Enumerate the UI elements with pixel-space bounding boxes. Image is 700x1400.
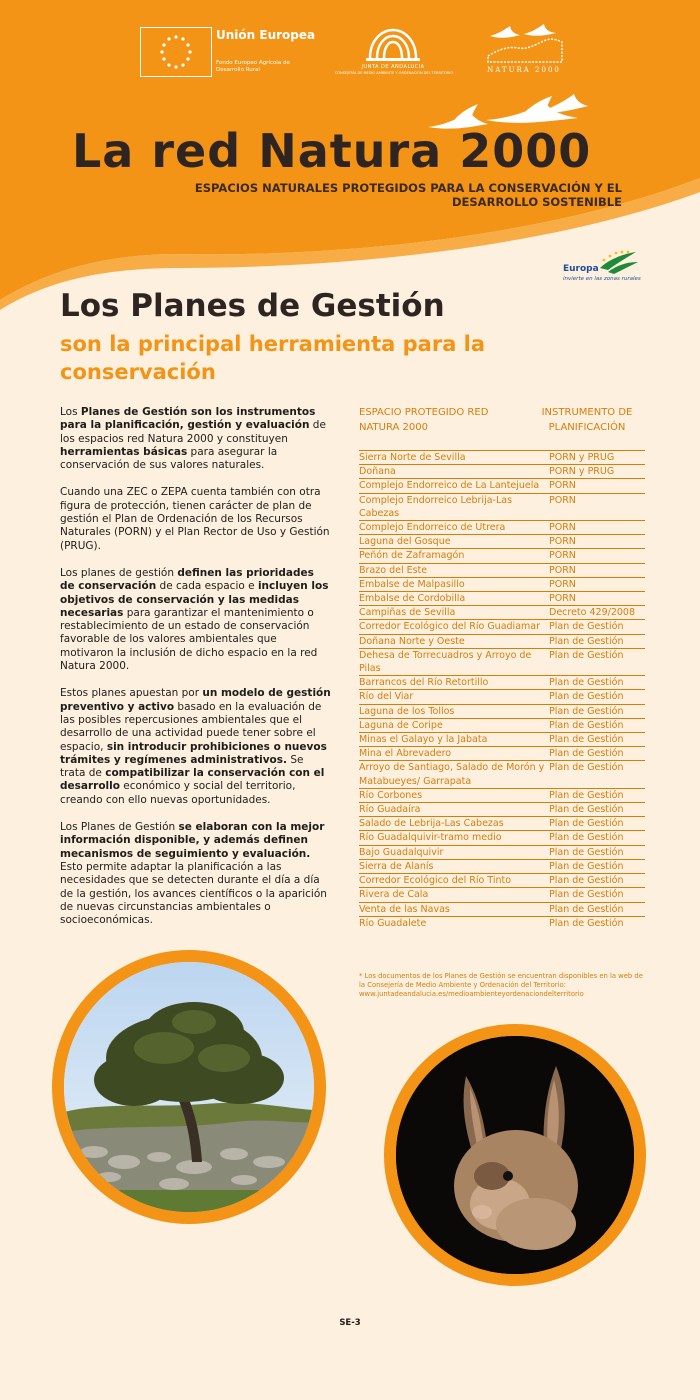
protected-space-name: Embalse de Malpasillo <box>359 578 465 590</box>
protected-space-name: Laguna de Coripe <box>359 719 443 731</box>
protected-space-name: Embalse de Cordobilla <box>359 593 466 605</box>
table-footnote: * Los documentos de los Planes de Gestión se encuentran disponibles en la web de la Consejería de Medio Ambiente y Ordenación del Territorio: www.juntadeandalucia.es/medioambienteyordenaciondelterritorio <box>359 972 643 998</box>
bat-photo <box>384 1024 646 1286</box>
planning-instrument: PORN <box>549 593 576 605</box>
table-row <box>359 746 645 760</box>
europa-word: Europa <box>563 264 599 274</box>
planning-instrument: PORN <box>549 522 576 534</box>
protected-space-name: Mina el Abrevadero <box>359 748 452 760</box>
protected-space-name: Minas el Galayo y la Jabata <box>359 734 488 746</box>
protected-space-name: Doñana Norte y Oeste <box>359 635 465 647</box>
planning-instrument: PORN <box>549 578 576 590</box>
table-row <box>359 619 645 633</box>
protected-space-name: Peñón de Zaframagón <box>359 550 465 562</box>
planning-instrument: Plan de Gestión <box>549 917 624 929</box>
protected-space-name: Sierra Norte de Sevilla <box>359 452 466 463</box>
section-subtitle: son la principal herramienta para la conservación <box>60 332 486 384</box>
table-row <box>359 760 645 787</box>
text-run: Los <box>60 406 81 418</box>
body-paragraph <box>60 486 332 552</box>
protected-space-name: Río Guadalete <box>359 917 427 929</box>
planning-instrument: Decreto 429/2008 <box>549 607 635 619</box>
planning-instrument: Plan de Gestión <box>549 762 624 774</box>
protected-space-name: Bajo Guadalquivir <box>359 846 444 858</box>
protected-space-name: Laguna del Gosque <box>359 536 451 548</box>
table-row <box>359 648 645 675</box>
planning-instrument: Plan de Gestión <box>549 889 624 901</box>
protected-space-name: Complejo Endorreico Lebrija-Las Cabezas <box>359 494 513 519</box>
natura-2000-logo <box>484 22 564 66</box>
planning-instrument: Plan de Gestión <box>549 846 624 858</box>
protected-space-name: Río Corbones <box>359 789 423 801</box>
table-row <box>359 887 645 901</box>
planning-instrument: Plan de Gestión <box>549 860 624 872</box>
planning-instrument: PORN <box>549 480 576 492</box>
planning-instrument: PORN y PRUG <box>549 452 615 463</box>
table-row <box>359 675 645 689</box>
body-paragraph <box>60 687 332 807</box>
eu-flag-logo <box>140 27 212 77</box>
text-run: Los planes de gestión <box>60 566 178 579</box>
table-row <box>359 859 645 873</box>
body-paragraph <box>60 567 332 673</box>
junta-andalucia-logo <box>360 24 426 64</box>
text-run: de los espacios red Natura 2000 y constituyen <box>60 419 326 445</box>
table-row <box>359 902 645 916</box>
body-paragraph <box>60 406 332 472</box>
main-title: La red Natura 2000 <box>72 124 592 178</box>
table-row <box>359 689 645 703</box>
protected-space-name: Complejo Endorreico de Utrera <box>359 522 506 534</box>
bold-text: compatibilizar la conservación con el desarrollo <box>60 767 325 793</box>
bold-text: incluyen los objetivos de conservación y las medidas necesarias <box>60 580 329 619</box>
protected-space-name: Barrancos del Río Retortillo <box>359 677 489 689</box>
text-run: basado en la evaluación de las posibles repercusiones ambientales que el desarrollo de una actividad puede tener sobre el espacio, <box>60 700 322 753</box>
protected-space-name: Corredor Ecológico del Río Tinto <box>359 875 512 887</box>
table-header-instrument: INSTRUMENTO DE PLANIFICACIÓN <box>541 407 633 433</box>
table-row <box>359 732 645 746</box>
planning-instrument: Plan de Gestión <box>549 748 624 760</box>
holm-oak-photo <box>52 950 326 1224</box>
bold-text: Planes de Gestión son los instrumentos para la planificación, gestión y evaluación <box>60 406 316 432</box>
table-row <box>359 493 645 520</box>
protected-space-name: Río Guadaíra <box>359 804 421 816</box>
table-row <box>359 577 645 591</box>
protected-space-name: Salado de Lebrija-Las Cabezas <box>359 818 504 830</box>
planning-instrument: Plan de Gestión <box>549 734 624 746</box>
planning-instrument: Plan de Gestión <box>549 719 624 731</box>
text-run: Cuando una ZEC o ZEPA cuenta también con otra figura de protección, tienen carácter de plan de gestión el Plan de Ordenación de los Recursos Naturales (PORN) y el Plan Rector de Uso y Gestión (PRUG). <box>60 486 330 552</box>
planning-instrument: Plan de Gestión <box>549 649 624 661</box>
protected-space-name: Río Guadalquivir-tramo medio <box>359 832 502 844</box>
planning-instrument: Plan de Gestión <box>549 789 624 801</box>
planning-instrument: Plan de Gestión <box>549 875 624 887</box>
bold-text: un modelo de gestión preventivo y activo <box>60 687 331 713</box>
table-row <box>359 802 645 816</box>
protected-space-name: Sierra de Alanís <box>359 860 434 872</box>
planning-instrument: Plan de Gestión <box>549 677 624 689</box>
table-row <box>359 464 645 478</box>
table-row <box>359 520 645 534</box>
body-text <box>60 406 332 941</box>
protected-space-name: Arroyo de Santiago, Salado de Morón y Matabueyes/ Garrapata <box>359 762 545 787</box>
protected-space-name: Corredor Ecológico del Río Guadiamar <box>359 621 540 633</box>
protected-space-name: Dehesa de Torrecuadros y Arroyo de Pilas <box>359 649 532 675</box>
table-row <box>359 788 645 802</box>
protected-space-name: Complejo Endorreico de La Lantejuela <box>359 480 540 492</box>
planning-instrument: PORN <box>549 550 576 562</box>
table-row <box>359 916 645 930</box>
text-run: para asegurar la conservación de sus valores naturales. <box>60 445 278 472</box>
table-row <box>359 816 645 830</box>
planning-instrument: PORN y PRUG <box>549 466 615 478</box>
protected-space-name: Venta de las Navas <box>359 903 450 915</box>
text-run: Estos planes apuestan por <box>60 687 203 700</box>
protected-space-name: Doñana <box>359 466 396 478</box>
text-run: Se trata de <box>60 753 304 780</box>
planning-instrument: Plan de Gestión <box>549 903 624 915</box>
junta-name: JUNTA DE ANDALUCIA <box>361 64 425 70</box>
page-code: SE-3 <box>339 1318 361 1328</box>
main-subtitle: ESPACIOS NATURALES PROTEGIDOS PARA LA CONSERVACIÓN Y EL DESARROLLO SOSTENIBLE <box>194 181 622 209</box>
eu-fund-name: Fondo Europeo Agrícola de Desarrollo Rural <box>216 60 290 73</box>
table-row <box>359 478 645 492</box>
text-run: Esto permite adaptar la planificación a las necesidades que se detecten durante el día a día de la gestión, los avances científicos o la aparición de nuevas circunstancias ambientales o socioeconómicas. <box>60 860 327 927</box>
bold-text: definen las prioridades de conservación <box>60 566 314 593</box>
table-row <box>359 704 645 718</box>
planning-instrument: Plan de Gestión <box>549 832 624 844</box>
text-run: para garantizar el mantenimiento o restablecimiento de un estado de conservación favorable de los valores ambientales que motivaron la inclusión de dicho espacio en la red Natura 2000. <box>60 606 318 673</box>
table-row <box>359 605 645 619</box>
table-row <box>359 591 645 605</box>
protected-space-name: Laguna de los Tollos <box>359 705 455 717</box>
planning-instrument: Plan de Gestión <box>549 635 624 647</box>
table-header-space: ESPACIO PROTEGIDO RED NATURA 2000 <box>359 407 489 433</box>
europa-tagline: invierte en las zonas rurales <box>563 276 641 282</box>
table-row <box>359 845 645 859</box>
protected-space-name: Rivera de Cala <box>359 889 429 901</box>
planning-instrument: Plan de Gestión <box>549 691 624 703</box>
table-row <box>359 563 645 577</box>
planning-instrument: Plan de Gestión <box>549 621 624 633</box>
table-row <box>359 830 645 844</box>
bold-text: se elaboran con la mejor información disponible, y además definen mecanismos de seguimiento y evaluación. <box>60 821 325 860</box>
planning-instrument: Plan de Gestión <box>549 705 624 717</box>
text-run: de cada espacio e <box>156 580 258 593</box>
planning-instrument: Plan de Gestión <box>549 818 624 830</box>
table-row <box>359 634 645 648</box>
planning-instrument: PORN <box>549 536 576 548</box>
junta-department: CONSEJERÍA DE MEDIO AMBIENTE Y ORDENACIÓN DEL TERRITORIO <box>334 71 454 75</box>
table-row <box>359 718 645 732</box>
text-run: Los Planes de Gestión <box>60 821 179 834</box>
text-run: económico y social del territorio, creando con ello nuevas oportunidades. <box>60 780 296 806</box>
planning-table <box>359 450 645 930</box>
planning-instrument: Plan de Gestión <box>549 804 624 816</box>
protected-space-name: Campiñas de Sevilla <box>359 607 456 619</box>
table-row <box>359 873 645 887</box>
eu-title: Unión Europea <box>216 28 316 42</box>
protected-space-name: Brazo del Este <box>359 564 428 576</box>
protected-space-name: Río del Viar <box>359 691 414 703</box>
bold-text: sin introducir prohibiciones o nuevos trámites y regímenes administrativos. <box>60 740 327 766</box>
body-paragraph <box>60 821 332 927</box>
planning-instrument: PORN <box>549 564 576 576</box>
natura-2000-wordmark: NATURA 2000 <box>487 66 561 74</box>
planning-instrument: PORN <box>549 494 576 506</box>
bold-text: herramientas básicas <box>60 445 188 458</box>
table-row <box>359 534 645 548</box>
section-title: Los Planes de Gestión <box>60 288 445 324</box>
table-row <box>359 450 645 464</box>
table-row <box>359 548 645 562</box>
